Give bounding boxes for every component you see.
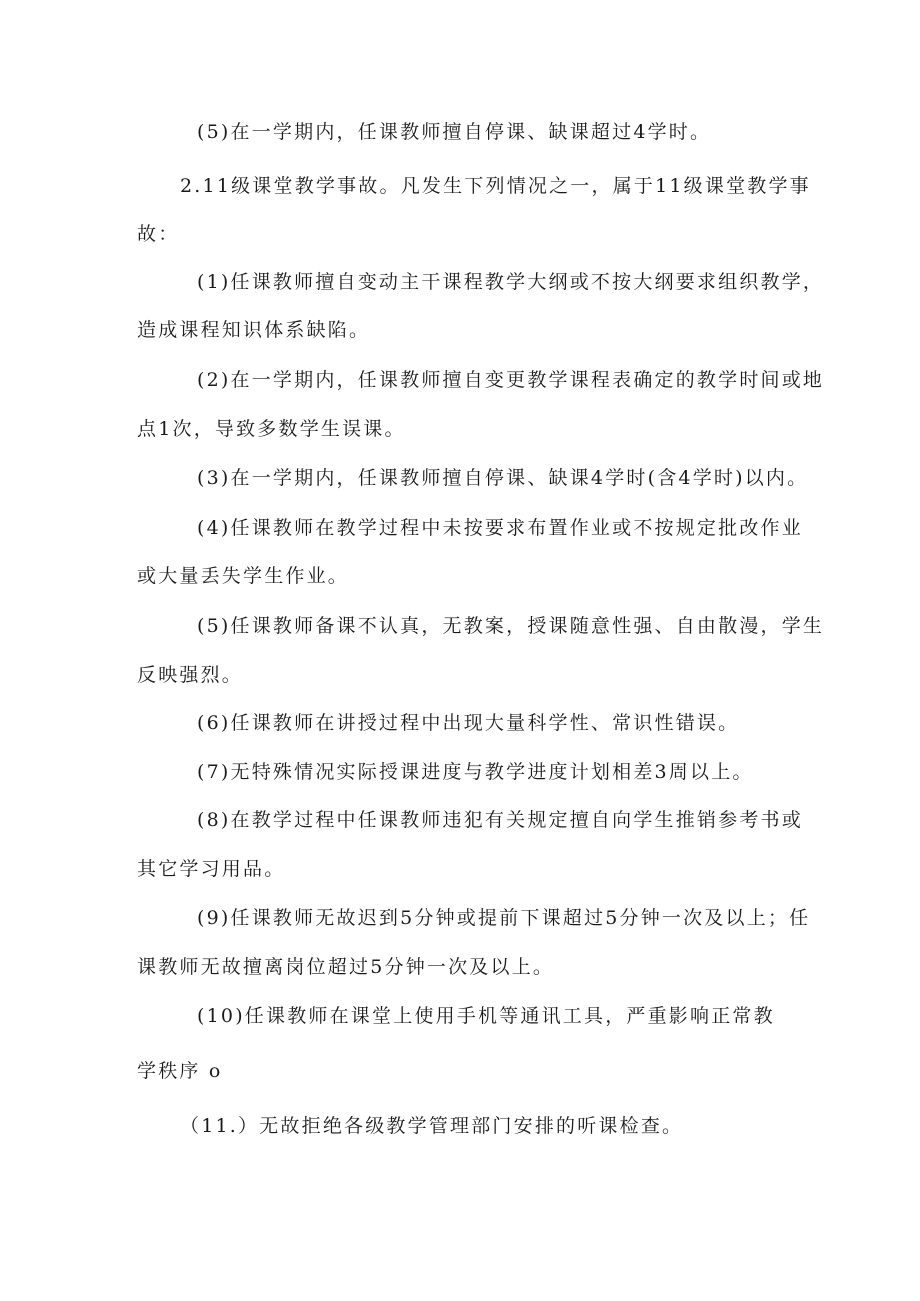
paragraph-line: 故： [137, 223, 180, 245]
paragraph-line: (1)任课教师擅自变动主干课程教学大纲或不按大纲要求组织教学， [197, 271, 825, 293]
paragraph-line: 反映强烈。 [137, 664, 244, 686]
paragraph-line: (4)任课教师在教学过程中未按要求布置作业或不按规定批改作业 [197, 517, 803, 539]
paragraph-line: (6)任课教师在讲授过程中出现大量科学性、常识性错误。 [197, 712, 740, 734]
paragraph-line: （11.）无故拒绝各级教学管理部门安排的听课检查。 [180, 1115, 684, 1137]
paragraph-line: (9)任课教师无故迟到5分钟或提前下课超过5分钟一次及以上；任 [197, 907, 811, 929]
paragraph-line: 造成课程知识体系缺陷。 [137, 319, 371, 341]
paragraph-line: 或大量丢失学生作业。 [137, 565, 350, 587]
paragraph-line: 其它学习用品。 [137, 858, 286, 880]
paragraph-line: (7)无特殊情况实际授课进度与教学进度计划相差3周以上。 [197, 761, 754, 783]
paragraph-line: (8)在教学过程中任课教师违犯有关规定擅自向学生推销参考书或 [197, 809, 803, 831]
paragraph-line: (2)在一学期内，任课教师擅自变更教学课程表确定的教学时间或地 [197, 369, 825, 391]
paragraph-line: (5)在一学期内，任课教师擅自停课、缺课超过4学时。 [197, 121, 712, 143]
paragraph-line: (5)任课教师备课不认真，无教案，授课随意性强、自由散漫，学生 [197, 615, 825, 637]
paragraph-line: 点1次，导致多数学生误课。 [137, 418, 406, 440]
paragraph-line: (3)在一学期内，任课教师擅自停课、缺课4学时(含4学时)以内。 [197, 467, 809, 489]
paragraph-line: 课教师无故擅离岗位超过5分钟一次及以上。 [137, 956, 555, 978]
paragraph-line: (10)任课教师在课堂上使用手机等通讯工具，严重影响正常教 [197, 1005, 775, 1027]
paragraph-line: 2.11级课堂教学事故。凡发生下列情况之一，属于11级课堂教学事 [180, 175, 811, 197]
paragraph-line: 学秩序 o [137, 1060, 223, 1082]
